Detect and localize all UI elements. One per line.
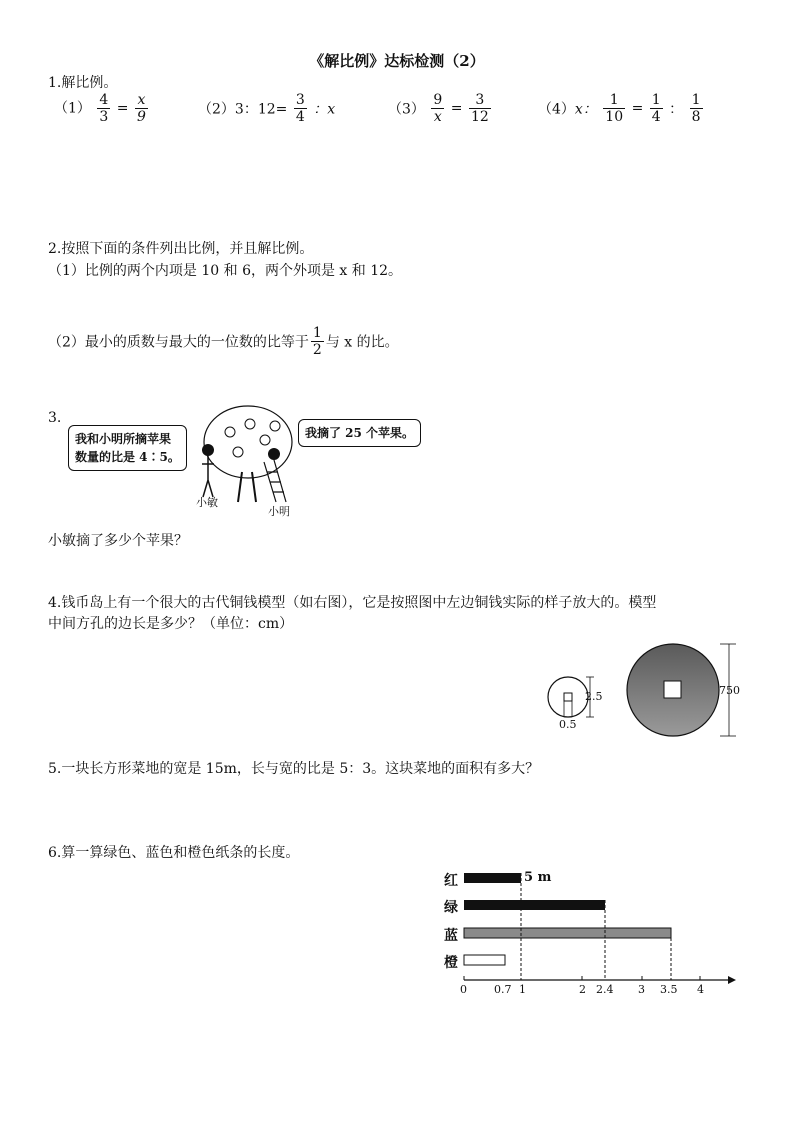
fraction: $\frac{3}{4}$ xyxy=(295,92,305,125)
paper-strip-diagram xyxy=(440,862,740,1002)
fraction: $\frac{1}{10}$ xyxy=(605,92,624,125)
speech-bubble-xiaomin xyxy=(68,425,187,471)
q6-text: 6.算一算绿色、蓝色和橙色纸条的长度。 xyxy=(48,845,300,861)
bubble-text: 数量的比是 4∶5。 xyxy=(75,450,180,464)
q2-heading: 2.按照下面的条件列出比例，并且解比例。 xyxy=(48,241,314,257)
label-xiaomin: 小敏 xyxy=(196,496,218,509)
text: 与 x 的比。 xyxy=(325,334,399,351)
q1-item-4 xyxy=(538,92,705,125)
axis-label: 4 xyxy=(697,983,704,996)
label-small-coin-height: 2.5 xyxy=(585,690,603,703)
fraction: $\frac{4}{3}$ xyxy=(99,92,109,125)
bar-green xyxy=(464,900,605,910)
item-label: （4） xyxy=(538,101,575,118)
fraction: $\frac{1}{2}$ xyxy=(312,325,322,358)
axis-label: 3 xyxy=(638,983,645,996)
axis-label: 3.5 xyxy=(660,983,678,996)
row-label-red: 红 xyxy=(444,873,458,889)
expression: 3：12= xyxy=(234,101,288,118)
row-label-green: 绿 xyxy=(444,900,458,916)
fraction: $\frac{1}{4}$ xyxy=(651,92,661,125)
red-length-label: 5 m xyxy=(524,870,552,885)
axis-label: 1 xyxy=(519,983,526,996)
equals-sign: = xyxy=(116,100,129,117)
axis-label: 0 xyxy=(460,983,467,996)
row-label-orange: 橙 xyxy=(444,955,458,971)
label-xiaoming: 小明 xyxy=(268,505,290,518)
q5-text: 5.一块长方形菜地的宽是 15m，长与宽的比是 5：3。这块菜地的面积有多大？ xyxy=(48,761,540,777)
bar-red xyxy=(464,873,521,883)
q2-part-2 xyxy=(48,325,399,358)
equals-sign: = xyxy=(631,100,644,117)
label-small-hole: 0.5 xyxy=(559,718,577,731)
row-label-blue: 蓝 xyxy=(444,928,458,944)
q4-text-line1: 4.钱币岛上有一个很大的古代铜钱模型（如右图），它是按照图中左边铜钱实际的样子放大的。模型 xyxy=(48,595,657,611)
expression: x： xyxy=(574,101,597,118)
axis-label: 2.4 xyxy=(596,983,614,996)
q1-heading: 1.解比例。 xyxy=(48,75,118,91)
bubble-text: 我和小明所摘苹果 xyxy=(75,432,172,446)
colon: ： xyxy=(669,101,684,118)
q3-number: 3. xyxy=(48,410,62,426)
fraction: $\frac{3}{12}$ xyxy=(470,92,489,125)
fraction: $\frac{1}{8}$ xyxy=(691,92,701,125)
speech-bubble-xiaoming: 我摘了 25 个苹果。 xyxy=(298,419,421,447)
q3-question: 小敏摘了多少个苹果？ xyxy=(48,533,188,549)
q2-part-1: （1）比例的两个内项是 10 和 6，两个外项是 x 和 12。 xyxy=(48,263,403,279)
bar-blue xyxy=(464,928,671,938)
axis-label: 2 xyxy=(579,983,586,996)
axis-label: 0.7 xyxy=(494,983,512,996)
label-big-coin: 750 xyxy=(719,684,740,697)
item-label: （2） xyxy=(198,101,235,118)
item-label: （1） xyxy=(54,100,91,117)
text: （2）最小的质数与最大的一位数的比等于 xyxy=(48,334,309,351)
fraction: $\frac{x}{9}$ xyxy=(136,92,146,125)
q1-item-3 xyxy=(388,92,493,125)
q1-item-1 xyxy=(54,92,150,125)
expression: ：x xyxy=(313,101,336,118)
equals-sign: = xyxy=(450,100,463,117)
fraction: $\frac{9}{x}$ xyxy=(433,92,443,125)
page-title: 《解比例》达标检测（2） xyxy=(309,52,485,70)
item-label: （3） xyxy=(388,101,425,118)
q1-item-2 xyxy=(198,92,335,125)
bar-orange xyxy=(464,955,505,965)
q4-text-line2: 中间方孔的边长是多少？（单位：cm） xyxy=(48,616,294,632)
apple-tree-illustration xyxy=(190,402,310,507)
